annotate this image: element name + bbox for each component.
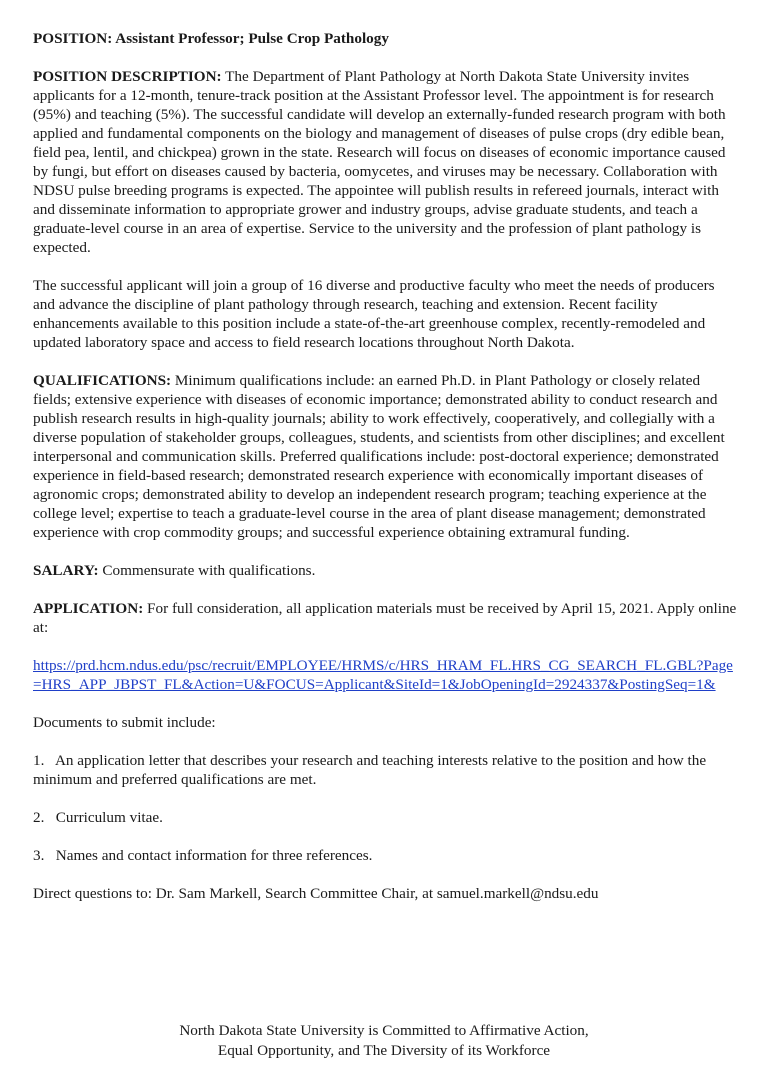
document-item-3: 3. Names and contact information for three references. — [33, 847, 373, 864]
application-paragraph — [33, 599, 739, 637]
faculty-group-paragraph: The successful applicant will join a group of 16 diverse and productive faculty who meet the needs of producers and advance the discipline of plant pathology through research, teaching and extension. Recent facility enhancements available to this position include a state-of-the-art greenhouse complex, recently-remodeled and updated laboratory space and access to field research locations throughout North Dakota. — [33, 277, 715, 351]
document-item-2: 2. Curriculum vitae. — [33, 809, 163, 826]
qualifications-paragraph — [33, 371, 739, 542]
application-label: APPLICATION: — [33, 600, 144, 617]
job-posting-document — [33, 29, 739, 922]
document-item-1: 1. An application letter that describes your research and teaching interests relative to the position and how the minimum and preferred qualifications are met. — [33, 752, 710, 788]
salary-text: Commensurate with qualifications. — [102, 562, 316, 579]
qualifications-label: QUALIFICATIONS: — [33, 372, 172, 389]
position-description-text: The Department of Plant Pathology at North Dakota State University invites applicants for a 12-month, tenure-track position at the Assistant Professor level. The appointment is for research (95%) and teaching (5%). The successful candidate will develop an externally-funded research program with both applied and fundamental components on the biology and management of diseases of pulse crops (dry edible bean, field pea, lentil, and chickpea) grown in the state. Research will focus on diseases of economic importance caused by fungi, but effort on diseases caused by bacteria, oomycetes, and viruses may be necessary. Collaboration with NDSU pulse breeding programs is expected. The appointee will publish results in refereed journals, interact with and disseminate information to appropriate grower and industry groups, advise graduate students, and teach a graduate-level course in an area of expertise. Service to the university and the profession of plant pathology is expected. — [33, 68, 726, 256]
salary-label: SALARY: — [33, 562, 99, 579]
footer-statement — [0, 1021, 768, 1061]
position-description-label: POSITION DESCRIPTION: — [33, 68, 222, 85]
application-text: For full consideration, all application materials must be received by April 15, 2021. Apply online at: — [33, 600, 737, 636]
salary-paragraph — [33, 561, 739, 580]
footer-line-2: Equal Opportunity, and The Diversity of its Workforce — [217, 1042, 551, 1059]
position-heading — [33, 29, 739, 48]
apply-url-paragraph — [33, 656, 739, 694]
contact-paragraph: Direct questions to: Dr. Sam Markell, Search Committee Chair, at samuel.markell@ndsu.edu — [33, 885, 599, 902]
position-title: Assistant Professor; Pulse Crop Pathology — [115, 30, 389, 47]
position-label: POSITION: — [33, 30, 113, 47]
position-description-paragraph — [33, 67, 739, 257]
qualifications-text: Minimum qualifications include: an earned Ph.D. in Plant Pathology or closely related fields; extensive experience with diseases of economic importance; demonstrated ability to conduct research and publish research results in high-quality journals; ability to work effectively, cooperatively, and collegially with a diverse population of stakeholder groups, colleagues, students, and scientists from other disciplines; and excellent interpersonal and communication skills. Preferred qualifications include: post-doctoral experience; demonstrated experience in field-based research; demonstrated research experience with economically important diseases of agronomic crops; demonstrated ability to develop an independent research program; teaching experience at the college level; expertise to teach a graduate-level course in the area of plant disease management; demonstrated experience with crop commodity groups; and successful experience obtaining extramural funding. — [33, 372, 725, 541]
documents-intro: Documents to submit include: — [33, 714, 216, 731]
apply-url-link[interactable]: https://prd.hcm.ndus.edu/psc/recruit/EMPLOYEE/HRMS/c/HRS_HRAM_FL.HRS_CG_SEARCH_FL.GBL?Page=HRS_APP_JBPST_FL&Action=U&FOCUS=Applicant&SiteId=1&JobOpeningId=2924337&PostingSeq=1& — [33, 657, 733, 693]
footer-line-1: North Dakota State University is Committed to Affirmative Action, — [179, 1022, 589, 1039]
